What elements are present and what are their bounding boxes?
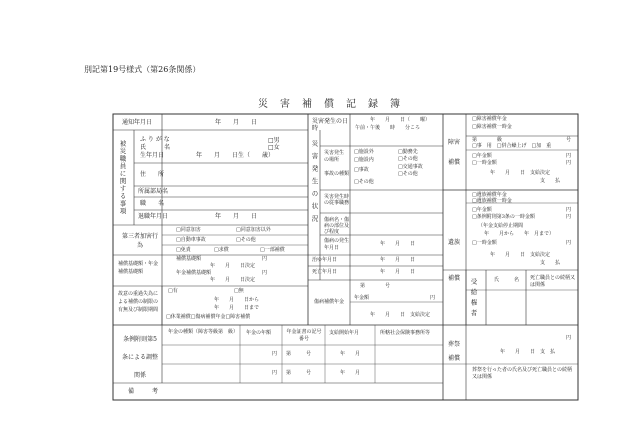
remarks-label: 備 考 [128,388,159,395]
adj-row2-no[interactable]: 第 号 [286,370,312,376]
place-label: 災害発生の場所 [324,150,345,163]
accident-date-label: 災害発生の日時 [312,118,349,132]
dept-label: 所属部局名 [138,188,169,195]
place-outside-checkbox[interactable]: □施設外 [354,149,374,155]
address-label: 住 所 [140,171,165,178]
unfit-yes-checkbox[interactable]: □有 [168,288,178,294]
adj-row1-no[interactable]: 第 号 [286,351,312,357]
cause-label: 事故の種類 [324,171,350,177]
survivor-note: （年金支給停止期間 [478,223,524,229]
place-inside-checkbox[interactable]: □施設内 [354,157,374,163]
form-identifier: 別記第19号様式（第26条関係） [84,65,201,74]
injury-date-label: 傷病の発生年月日 [324,238,350,251]
disability-check-row[interactable]: □事 用 □併合繰上げ □加 重 [472,143,552,149]
survivor-pension-amount[interactable]: □年金額 [472,207,492,213]
tp-option-claim[interactable]: □求償 [214,247,229,253]
sub-other2-checkbox[interactable]: □その他 [398,171,418,177]
injury-date-field[interactable]: 年 月 日 [380,241,416,247]
disability-decide[interactable]: 年 月 日 支給決定 [490,170,551,176]
survivor-label: 遺族 [448,239,461,246]
survivor-payment-label: 補償 [448,275,461,282]
survivor-article-amount[interactable]: □条例附則第3条の一時金額 [472,214,535,220]
disability-lump-yen: 円 [566,160,572,166]
adj-row2-yen: 円 [272,370,278,376]
death-date-label: 死亡年月日 [312,269,338,275]
notify-date-label: 通知年月日 [122,119,153,126]
injury-label: 傷病名・傷病の部位及び程度 [324,217,350,235]
adj-header-amount: 年金の年額 [246,330,272,336]
work-label: 災害発生時の従事職務 [324,194,350,206]
survivor-pay: 支 払 [540,260,561,266]
sick-pension-yen: 円 [430,295,436,301]
survivor-period[interactable]: 年 月から 年 月まで） [484,231,555,237]
survivor-pension-yen: 円 [566,207,572,213]
funeral-yen: 円 [566,335,572,341]
receiver-relation-header: 死亡職員との続柄又は関係 [530,275,576,288]
base-pay-sublabel: 補償基礎額 [176,256,202,262]
base-pay-label: 補償基礎額・年金補償基礎額 [118,261,159,275]
unfit-to[interactable]: 年 月 日まで [214,305,260,311]
tp-option-car[interactable]: □自動車事故 [176,237,206,243]
survivor-article-yen: 円 [566,214,572,220]
funeral-person: 葬祭を行った者の氏名及び死亡職員との続柄又は関係 [472,367,573,380]
disability-pension-amount[interactable]: □年金額 [472,153,492,159]
adj-header-office: 所轄社会保険事務所等 [380,330,431,336]
death-date-field[interactable]: 年 月 日 [380,269,416,275]
disability-pension-checkbox[interactable]: □障害補償年金 [472,116,507,122]
notify-date-field[interactable]: 年 月 日 [215,119,258,126]
tp-option-other[interactable]: □その他 [236,237,256,243]
survivor-lump-checkbox[interactable]: □遺族補償一時金 [472,198,512,204]
birth-label: 生年月日 [140,152,165,159]
receiver-label: 受給権者 [469,278,478,320]
job-title-label: 職 名 [140,200,165,207]
receiver-name-header: 氏 名 [494,277,520,283]
survivor-decide[interactable]: 年 月 日 支給決定 [490,252,551,258]
form-title: 災害補償記録簿 [258,99,412,110]
sex-female-checkbox[interactable]: □女 [268,144,280,151]
base-pay-decide[interactable]: 年 月 日決定 [210,263,256,269]
disability-lump-amount[interactable]: □一時金額 [472,160,497,166]
disability-lump-checkbox[interactable]: □障害補償一時金 [472,124,512,130]
tp-option-consent[interactable]: □同意加害 [176,227,201,233]
cure-date-label: 治ゆ年月日 [312,257,338,263]
adjustment-label: 条例附則第5条による調整関係 [122,336,159,379]
adj-header-type: 年金の種類（障害等級第 級） [168,329,239,335]
name-label: 氏 名 [140,144,171,151]
disability-grade[interactable]: 第 級 [472,137,503,143]
disability-number: 号 [566,137,572,143]
funeral-payment-label: 補償 [448,355,461,362]
unfit-options[interactable]: □休業補償□傷病補償年金□障害補償 [166,314,251,320]
hire-date-field[interactable]: 年 月 日 [215,213,258,220]
sick-pension-decide[interactable]: 年 月 日 支給決定 [370,312,431,318]
adj-row1-ym[interactable]: 年 月 [340,351,361,357]
sick-pension-number[interactable]: 第 号 [360,283,391,289]
unfit-label: 故意の重過失為による補償の制限の有無及び制限期間 [118,291,159,313]
sick-pension-amount-label: 年金額 [354,295,370,301]
third-party-label: 第三者加害行為 [122,233,159,249]
pension-base-yen: 円 [262,270,268,276]
disability-payment-label: 補償 [448,159,461,166]
accident-time-field[interactable]: 午前・午後 時 分ころ [355,125,421,131]
sex-male-checkbox[interactable]: □男 [268,137,280,144]
cause-other-checkbox[interactable]: □その他 [354,179,374,185]
survivor-lump-amount[interactable]: □一時金額 [472,240,497,246]
survivor-pension-checkbox[interactable]: □遺族補償年金 [472,192,507,198]
tp-option-exempt[interactable]: □免責 [176,247,191,253]
base-pay-yen: 円 [262,256,268,262]
disability-pension-yen: 円 [566,153,572,159]
tp-option-nonconsent[interactable]: □同意加害以外 [236,227,271,233]
sub-traffic-checkbox[interactable]: □交通事故 [398,164,423,170]
sub-workplace-checkbox[interactable]: □勤務先 [398,149,418,155]
cure-date-field[interactable]: 年 月 日 [380,257,416,263]
funeral-decide[interactable]: 年 月 日 支 払 [500,349,556,355]
sick-pension-label: 傷病補償年金 [314,299,345,305]
adj-header-number: 年金証書の記号番号 [286,329,322,342]
unfit-no-checkbox[interactable]: □無 [234,288,244,294]
disability-pay: 支 払 [540,178,561,184]
accident-section-label: 災害発生の状況 [310,140,319,228]
tp-option-partial[interactable]: □一部補償 [260,247,285,253]
sub-other1-checkbox[interactable]: □その他 [398,156,418,162]
survivor-lump-yen: 円 [566,240,572,246]
cause-accident-checkbox[interactable]: □事故 [354,167,369,173]
adj-row2-ym[interactable]: 年 月 [340,370,361,376]
birth-field[interactable]: 年 月 日生（ 歳） [196,152,275,159]
funeral-label: 葬祭 [448,341,461,348]
adj-row1-yen: 円 [272,351,278,357]
pension-base-sublabel: 年金補償基礎額 [176,270,212,276]
unfit-from[interactable]: 年 月 日から [214,297,260,303]
hire-date-label: 退職年月日 [138,213,169,220]
accident-date-field[interactable]: 年 月 日（ 曜） [370,117,431,123]
pension-base-decide[interactable]: 年 月 日決定 [210,277,256,283]
furigana-label: ふ り が な [140,136,170,143]
victim-section-label: 被災職員に関する事項 [118,140,127,215]
disability-label: 障害 [448,139,461,146]
adj-header-start: 支給開始年月 [329,330,360,336]
